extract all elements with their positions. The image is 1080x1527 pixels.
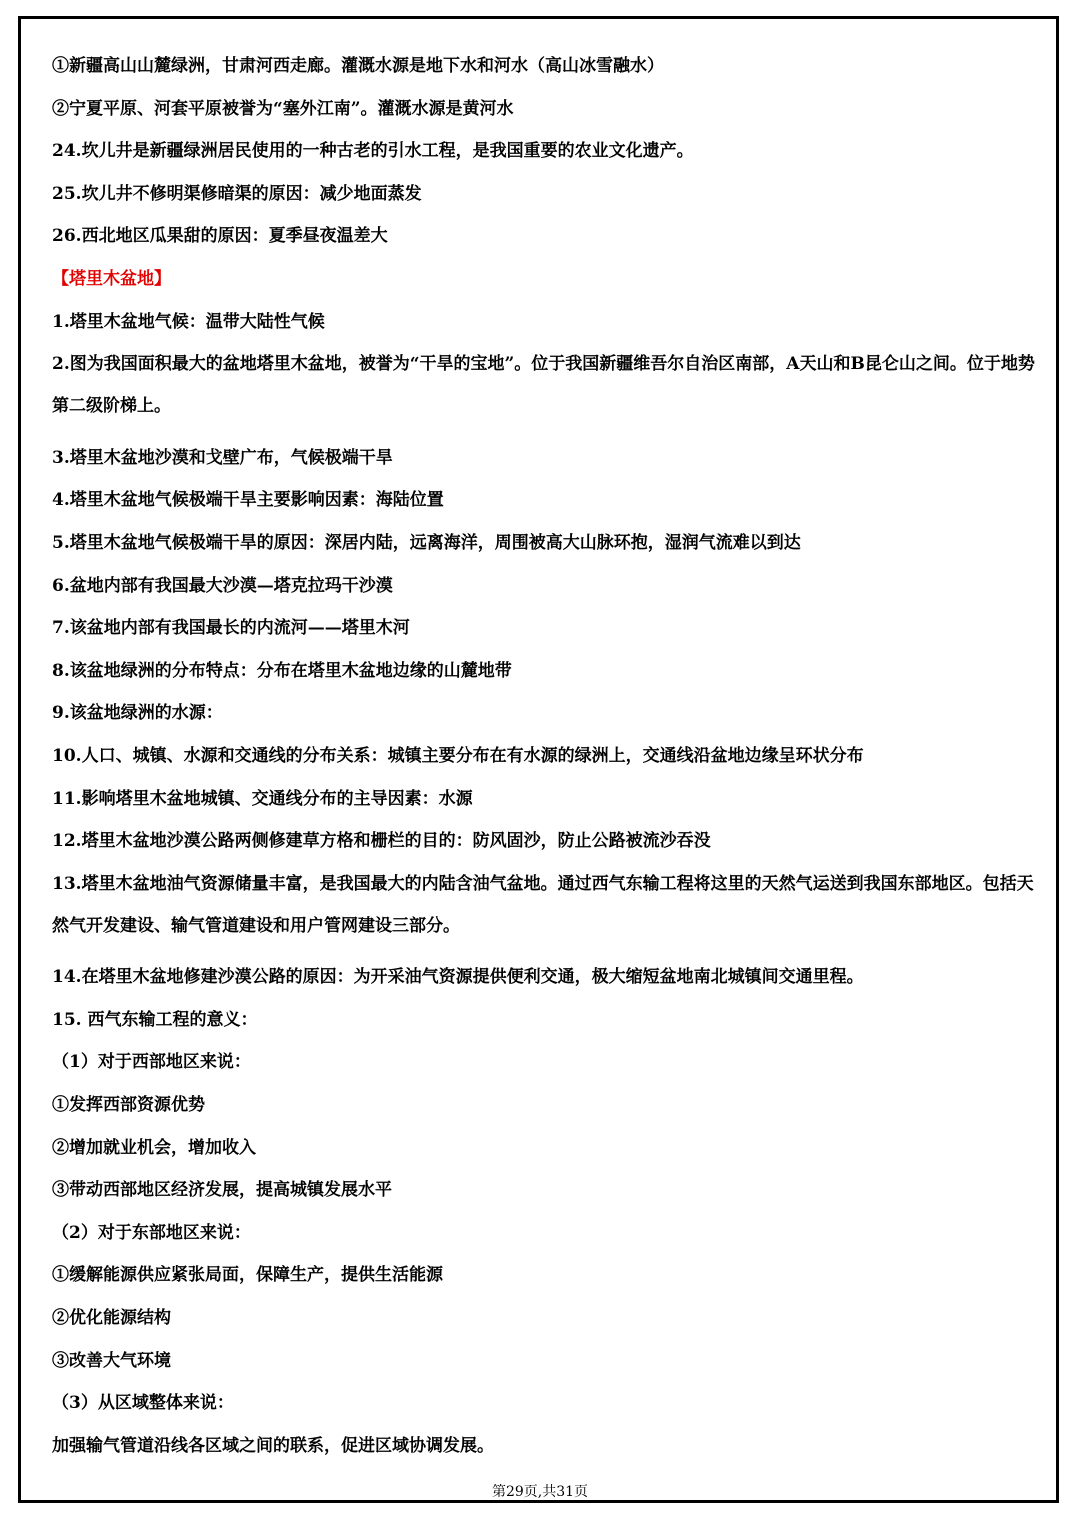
text-line: 5.塔里木盆地气候极端干旱的原因：深居内陆，远离海洋，周围被高大山脉环抱，湿润气流难以到达 — [52, 532, 801, 553]
page-number: 第29页,共31页 — [491, 1484, 589, 1500]
document-body — [52, 54, 1042, 1476]
text-line: 6.盆地内部有我国最大沙漠—塔克拉玛干沙漠 — [52, 575, 393, 596]
text-line: 26.西北地区瓜果甜的原因：夏季昼夜温差大 — [52, 226, 388, 247]
text-line: 加强输气管道沿线各区域之间的联系，促进区域协调发展。 — [52, 1435, 494, 1456]
text-line: ①新疆高山山麓绿洲，甘肃河西走廊。灌溉水源是地下水和河水（高山冰雪融水） — [52, 56, 664, 76]
text-line: 4.塔里木盆地气候极端干旱主要影响因素：海陆位置 — [52, 490, 444, 511]
text-line: 1.塔里木盆地气候：温带大陆性气候 — [52, 311, 325, 332]
text-paragraph: 13.塔里木盆地油气资源储量丰富，是我国最大的内陆含油气盆地。通过西气东输工程将这里的天然气运送到我国东部地区。包括天然气开发建设、输气管道建设和用户管网建设三部分。 — [52, 873, 1034, 936]
text-line: ②增加就业机会，增加收入 — [52, 1137, 256, 1158]
text-line: （1）对于西部地区来说： — [52, 1052, 251, 1073]
text-line: ②宁夏平原、河套平原被誉为“塞外江南”。灌溉水源是黄河水 — [52, 98, 514, 119]
text-line: 3.塔里木盆地沙漠和戈壁广布，气候极端干旱 — [52, 447, 393, 468]
text-line: ③改善大气环境 — [52, 1350, 171, 1371]
text-line: 10.人口、城镇、水源和交通线的分布关系：城镇主要分布在有水源的绿洲上，交通线沿盆地边缘呈环状分布 — [52, 745, 864, 766]
text-line: 7.该盆地内部有我国最长的内流河——塔里木河 — [52, 618, 410, 639]
text-line: （3）从区域整体来说： — [52, 1393, 234, 1414]
text-line: ③带动西部地区经济发展，提高城镇发展水平 — [52, 1180, 392, 1201]
text-line: ①缓解能源供应紧张局面，保障生产，提供生活能源 — [52, 1265, 443, 1286]
text-line: 24.坎儿井是新疆绿洲居民使用的一种古老的引水工程，是我国重要的农业文化遗产。 — [52, 141, 694, 162]
text-line: 25.坎儿井不修明渠修暗渠的原因：减少地面蒸发 — [52, 183, 422, 204]
text-line: 9.该盆地绿洲的水源： — [52, 703, 223, 724]
text-paragraph: 2.图为我国面积最大的盆地塔里木盆地，被誉为“干旱的宝地”。位于我国新疆维吾尔自治区南部，A天山和B昆仑山之间。位于地势第二级阶梯上。 — [52, 354, 1035, 417]
text-line: 11.影响塔里木盆地城镇、交通线分布的主导因素：水源 — [52, 788, 473, 809]
text-line: ②优化能源结构 — [52, 1308, 171, 1329]
text-line: 12.塔里木盆地沙漠公路两侧修建草方格和栅栏的目的：防风固沙，防止公路被流沙吞没 — [52, 831, 711, 852]
text-line: ①发挥西部资源优势 — [52, 1095, 205, 1116]
text-line: （2）对于东部地区来说： — [52, 1222, 251, 1243]
text-line: 8.该盆地绿洲的分布特点：分布在塔里木盆地边缘的山麓地带 — [52, 660, 512, 681]
text-line: 14.在塔里木盆地修建沙漠公路的原因：为开采油气资源提供便利交通，极大缩短盆地南北城镇间交通里程。 — [52, 967, 864, 988]
text-line: 15. 西气东输工程的意义： — [52, 1009, 258, 1030]
section-heading: 【塔里木盆地】 — [52, 268, 171, 289]
